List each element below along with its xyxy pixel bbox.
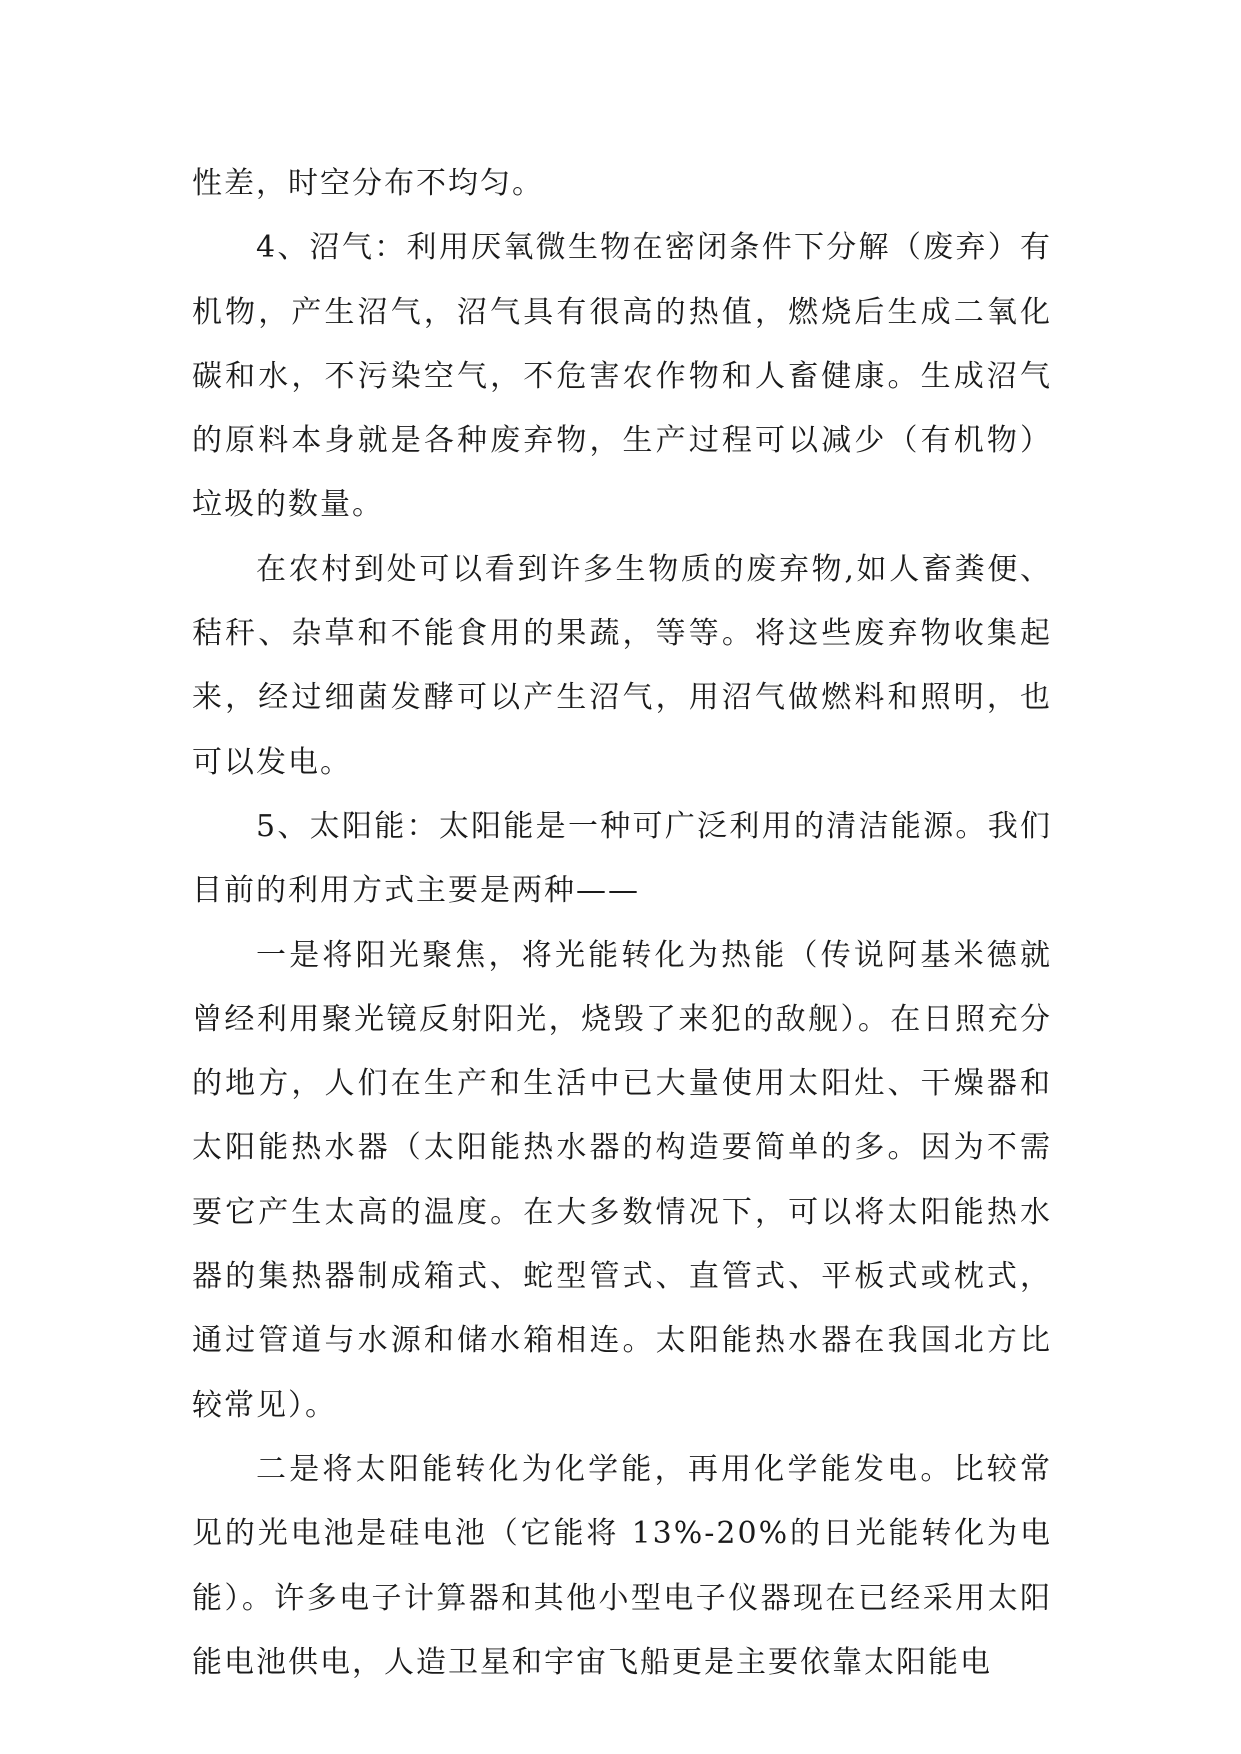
document-page (192, 152, 1052, 1695)
paragraph-rural-waste: 在农村到处可以看到许多生物质的废弃物,如人畜粪便、秸秆、杂草和不能食用的果蔬，等等。将这些废弃物收集起来，经过细菌发酵可以产生沼气，用沼气做燃料和照明，也可以发电。 (192, 551, 1052, 780)
paragraph-solar-thermal: 一是将阳光聚焦，将光能转化为热能（传说阿基米德就曾经利用聚光镜反射阳光，烧毁了来犯的敌舰）。在日照充分的地方，人们在生产和生活中已大量使用太阳灶、干燥器和太阳能热水器（太阳能热水器的构造要简单的多。因为不需要它产生太高的温度。在大多数情况下，可以将太阳能热水器的集热器制成箱式、蛇型管式、直管式、平板式或枕式，通过管道与水源和储水箱相连。太阳能热水器在我国北方比较常见）。 (192, 937, 1052, 1423)
paragraph-solar-electric: 二是将太阳能转化为化学能，再用化学能发电。比较常见的光电池是硅电池（它能将 13%-20%的日光能转化为电能）。许多电子计算器和其他小型电子仪器现在已经采用太阳能电池供电，人造卫星和宇宙飞船更是主要依靠太阳能电 (192, 1451, 1052, 1680)
paragraph-solar-energy: 5、太阳能：太阳能是一种可广泛利用的清洁能源。我们目前的利用方式主要是两种—— (192, 808, 1052, 909)
paragraph-continuation: 性差，时空分布不均匀。 (192, 166, 544, 201)
paragraph-biogas: 4、沼气：利用厌氧微生物在密闭条件下分解（废弃）有机物，产生沼气，沼气具有很高的热值，燃烧后生成二氧化碳和水，不污染空气，不危害农作物和人畜健康。生成沼气的原料本身就是各种废弃物，生产过程可以减少（有机物）垃圾的数量。 (192, 230, 1052, 523)
